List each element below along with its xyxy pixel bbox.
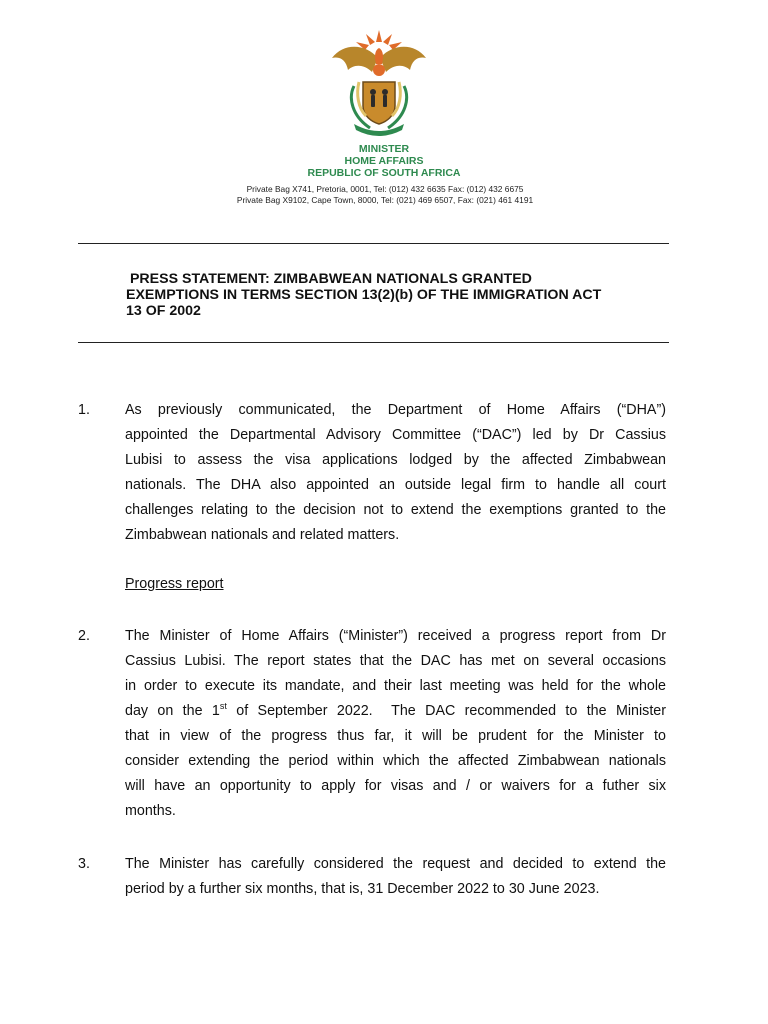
text-line: Cassius Lubisi. The report states that the DAC has met on several occasions [125, 653, 666, 669]
title-line-2: EXEMPTIONS IN TERMS SECTION 13(2)(b) OF THE IMMIGRATION ACT [126, 287, 602, 303]
top-divider [78, 243, 669, 244]
paragraph-text [125, 852, 666, 902]
text-run: of September 2022. The DAC recommended to the Minister [226, 703, 666, 719]
text-line: As previously communicated, the Department of Home Affairs (“DHA”) [125, 402, 666, 418]
text-line: challenges relating to the decision not to extend the exemptions granted to the [125, 502, 666, 518]
coat-of-arms-emblem [326, 24, 432, 136]
text-line: period by a further six months, that is, 31 December 2022 to 30 June 2023. [125, 881, 600, 897]
text-line: will have an opportunity to apply for visas and / or waivers for a futher six [125, 778, 666, 794]
address-cape-town: Private Bag X9102, Cape Town, 8000, Tel: (021) 469 6507, Fax: (021) 461 4191 [236, 195, 534, 205]
text-line: The Minister of Home Affairs (“Minister”) received a progress report from Dr [125, 628, 666, 644]
bottom-divider [78, 342, 669, 343]
text-line [125, 699, 666, 724]
text-line: that in view of the progress thus far, it will be prudent for the Minister to [125, 728, 666, 744]
progress-report-heading: Progress report [125, 576, 224, 592]
press-statement-title [126, 271, 666, 319]
title-line-3: 13 OF 2002 [126, 303, 201, 319]
text-line: consider extending the period within which the affected Zimbabwean nationals [125, 753, 666, 769]
paragraph-number: 3. [78, 856, 90, 872]
paragraph-number: 1. [78, 402, 90, 418]
text-line: The Minister has carefully considered the request and decided to extend the [125, 856, 666, 872]
text-line: Zimbabwean nationals and related matters. [125, 527, 400, 543]
title-line-1: PRESS STATEMENT: ZIMBABWEAN NATIONALS GRANTED [126, 271, 532, 287]
office-line-country: REPUBLIC OF SOUTH AFRICA [307, 167, 461, 179]
text-run: day on the 1 [125, 703, 220, 719]
address-pretoria: Private Bag X741, Pretoria, 0001, Tel: (012) 432 6635 Fax: (012) 432 6675 [246, 184, 524, 194]
text-line: appointed the Departmental Advisory Committee (“DAC”) led by Dr Cassius [125, 427, 666, 443]
ordinal-suffix: st [219, 701, 227, 712]
text-line: months. [125, 803, 176, 819]
text-line: in order to execute its mandate, and their last meeting was held for the whole [125, 678, 666, 694]
paragraph-number: 2. [78, 628, 90, 644]
paragraph-text [125, 624, 666, 824]
office-line-department: HOME AFFAIRS [344, 155, 424, 167]
address-block [160, 184, 610, 206]
text-line: nationals. The DHA also appointed an outside legal firm to handle all court [125, 477, 666, 493]
office-heading [234, 143, 534, 179]
paragraph-text [125, 398, 666, 548]
text-line: Lubisi to assess the visa applications lodged by the affected Zimbabwean [125, 452, 666, 468]
office-line-minister: MINISTER [358, 143, 410, 155]
